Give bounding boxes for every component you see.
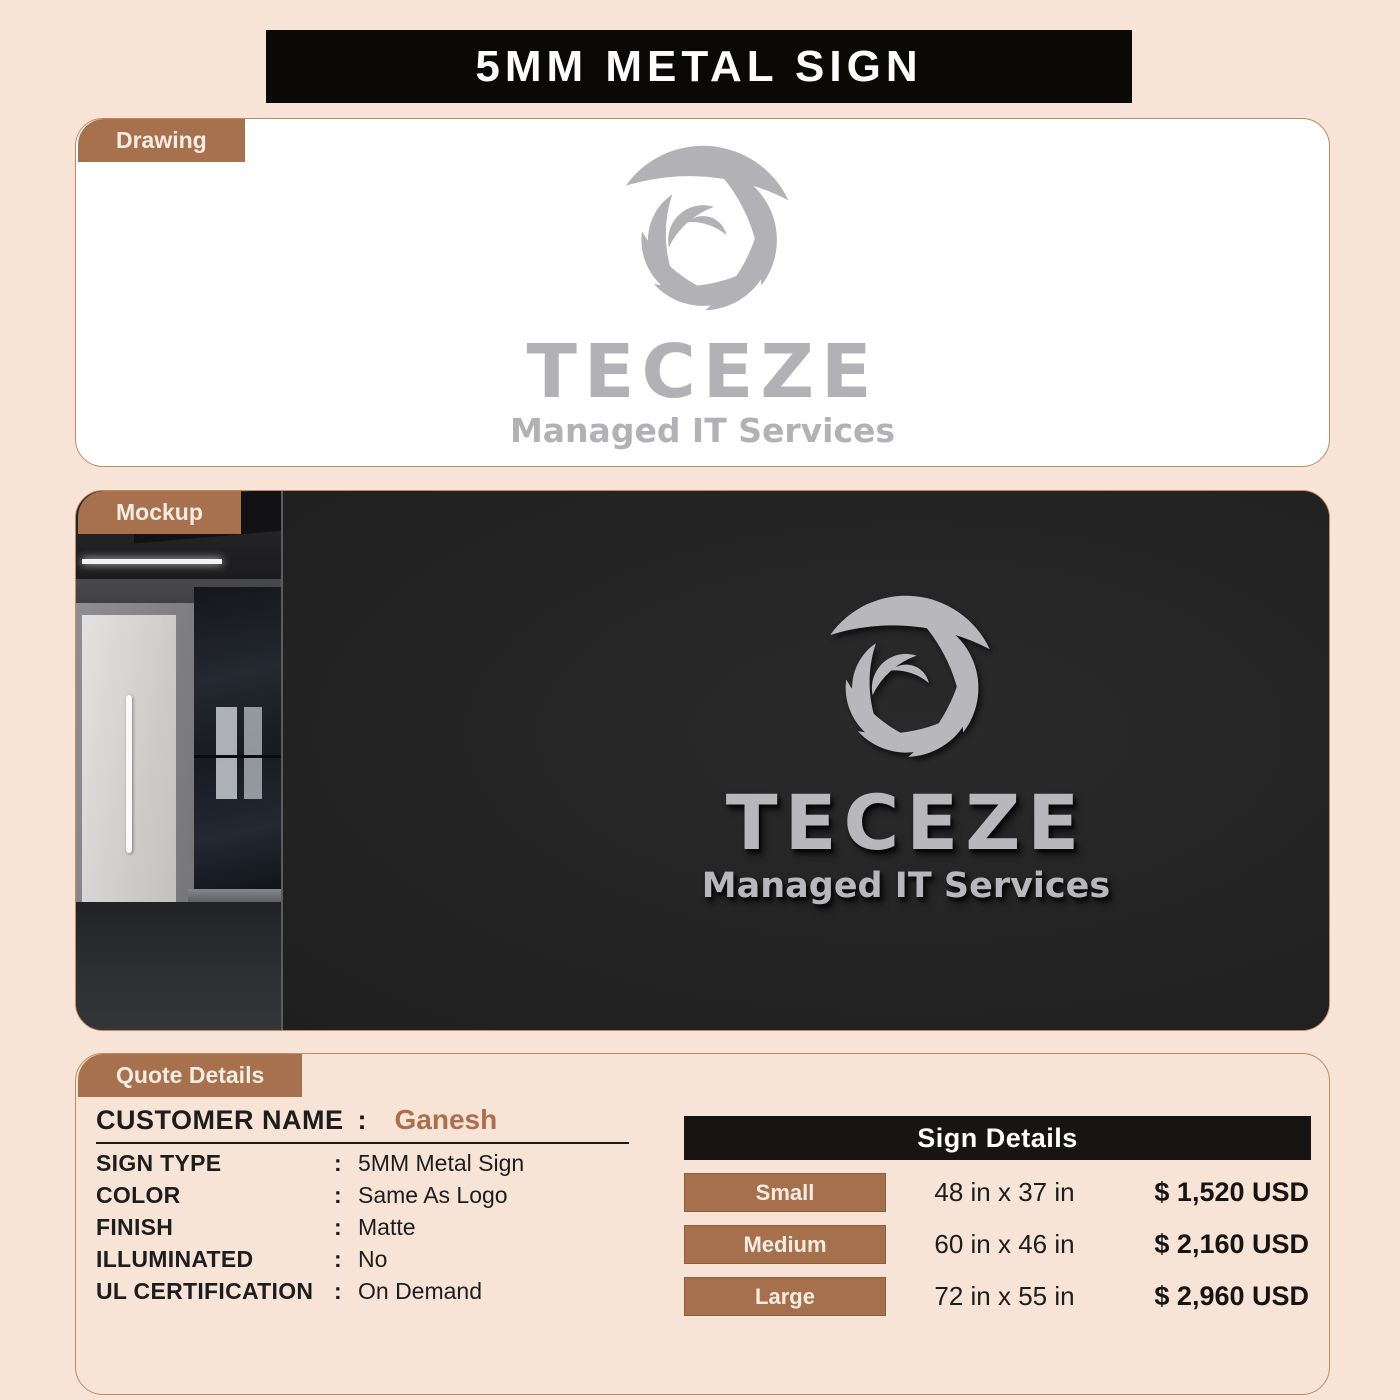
office-photo <box>76 491 281 1030</box>
sign-size-row <box>684 1277 1311 1316</box>
size-medium-dimensions: 60 in x 46 in <box>934 1229 1075 1259</box>
field-value: 5MM Metal Sign <box>358 1150 525 1176</box>
size-small-price: $ 1,520 USD <box>1154 1177 1309 1207</box>
field-value: No <box>358 1246 388 1272</box>
drawing-panel <box>75 118 1330 467</box>
field-value: Matte <box>358 1214 416 1240</box>
customer-divider <box>96 1142 629 1144</box>
sign-details-table <box>684 1116 1311 1316</box>
mockup-logo <box>656 591 1156 906</box>
drawing-tab <box>78 119 245 162</box>
mockup-tab <box>78 491 241 534</box>
photo-sill <box>188 889 281 902</box>
mockup-tab-label: Mockup <box>116 499 203 525</box>
field-label: COLOR <box>96 1182 181 1208</box>
field-colon: : <box>334 1246 342 1272</box>
quote-details-tab <box>78 1054 302 1097</box>
size-large-price: $ 2,960 USD <box>1154 1281 1309 1311</box>
mockup-brand-text: TECEZE <box>725 778 1087 867</box>
quote-field-row <box>96 1278 656 1310</box>
sign-details-title: Sign Details <box>917 1122 1078 1153</box>
customer-name-row <box>96 1104 641 1136</box>
quote-field-row <box>96 1150 656 1182</box>
size-medium-price: $ 2,160 USD <box>1154 1229 1309 1259</box>
field-colon: : <box>334 1182 342 1208</box>
photo-floor <box>76 902 281 1030</box>
teceze-swirl-icon <box>589 141 817 339</box>
field-colon: : <box>334 1278 342 1304</box>
field-colon: : <box>334 1214 342 1240</box>
sign-size-row <box>684 1173 1311 1212</box>
quote-field-row <box>96 1182 656 1214</box>
drawing-brand-text: TECEZE <box>526 329 879 415</box>
size-large-button[interactable] <box>684 1277 886 1316</box>
field-label: ILLUMINATED <box>96 1246 254 1272</box>
field-label: FINISH <box>96 1214 174 1240</box>
quote-details-panel <box>75 1053 1330 1395</box>
field-value: On Demand <box>358 1278 483 1304</box>
photo-door-frame <box>76 603 194 923</box>
field-value: Same As Logo <box>358 1182 508 1208</box>
teceze-swirl-icon <box>794 591 1018 785</box>
field-label: SIGN TYPE <box>96 1150 222 1176</box>
photo-light-strip <box>82 559 222 564</box>
quote-field-row <box>96 1246 656 1278</box>
quote-details-tab-label: Quote Details <box>116 1062 265 1088</box>
customer-name-label: CUSTOMER NAME <box>96 1105 344 1135</box>
size-medium-button[interactable] <box>684 1225 886 1264</box>
drawing-logo <box>423 141 983 449</box>
size-small-button[interactable] <box>684 1173 886 1212</box>
size-large-label: Large <box>755 1283 815 1309</box>
photo-door-handle <box>126 695 132 853</box>
size-small-label: Small <box>755 1179 815 1205</box>
photo-glass-mullion <box>194 755 281 758</box>
size-small-dimensions: 48 in x 37 in <box>934 1177 1075 1207</box>
drawing-brand-tagline: Managed IT Services <box>509 411 896 450</box>
mockup-panel <box>75 490 1330 1031</box>
photo-reflection <box>244 707 262 799</box>
photo-reflection <box>216 707 237 799</box>
quote-field-row <box>96 1214 656 1246</box>
page-header-bar <box>266 30 1132 103</box>
customer-name-value: Ganesh <box>394 1104 498 1135</box>
quote-fields <box>96 1150 656 1310</box>
field-colon: : <box>334 1150 342 1176</box>
page-title: 5MM METAL SIGN <box>475 41 923 91</box>
sign-size-row <box>684 1225 1311 1264</box>
photo-dark-glass <box>194 587 281 889</box>
size-medium-label: Medium <box>743 1231 827 1257</box>
mockup-brand-tagline: Managed IT Services <box>701 866 1111 906</box>
drawing-tab-label: Drawing <box>116 127 207 153</box>
customer-name-colon: : <box>357 1105 367 1135</box>
field-label: UL CERTIFICATION <box>96 1278 314 1304</box>
size-large-dimensions: 72 in x 55 in <box>934 1281 1075 1311</box>
sign-details-header <box>684 1116 1311 1160</box>
